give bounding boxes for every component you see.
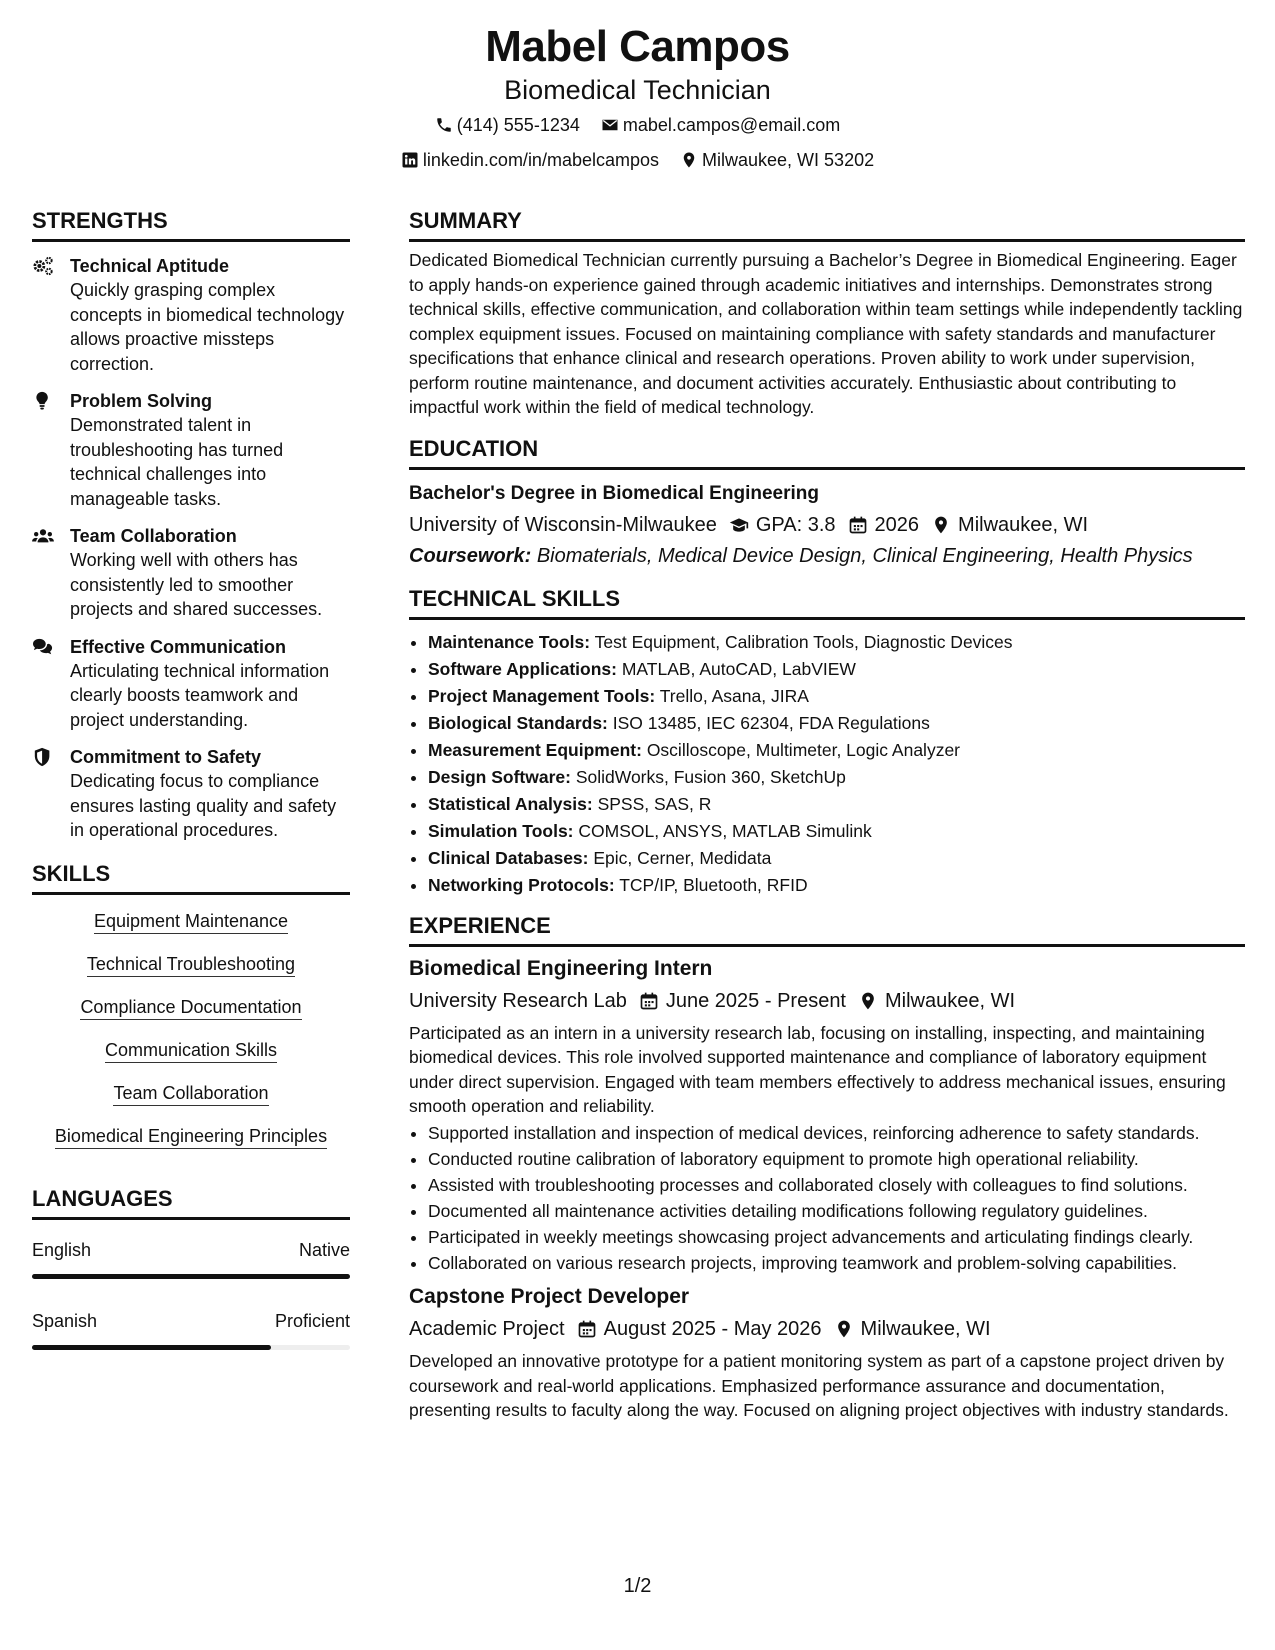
job-description: Participated as an intern in a university research lab, focusing on installing, inspecting, and maintaining biomedical devices. This role involved supported maintenance and compliance of laboratory equipment under direct supervision. Engaged with team members effectively to address mechanical issues, ensuring smooth operation and reliability. bbox=[409, 1022, 1226, 1116]
job-title: Biomedical Engineering Intern bbox=[409, 956, 713, 980]
job-title: Capstone Project Developer bbox=[409, 1285, 690, 1308]
technical-skill-item bbox=[428, 872, 1245, 899]
tech-skill-value: Trello, Asana, JIRA bbox=[659, 685, 809, 706]
phone-text: (414) 555-1234 bbox=[456, 115, 580, 135]
strength-item bbox=[32, 389, 350, 511]
candidate-name: Mabel Campos bbox=[485, 22, 790, 71]
technical-skill-item bbox=[428, 629, 1245, 656]
lightbulb-icon bbox=[32, 389, 70, 511]
strength-title: Problem Solving bbox=[70, 391, 213, 411]
contact-phone[interactable] bbox=[435, 113, 580, 137]
users-icon bbox=[32, 524, 70, 622]
language-bar bbox=[32, 1274, 350, 1279]
job-bullets bbox=[409, 1121, 1245, 1276]
language-name: Spanish bbox=[32, 1310, 98, 1331]
skill-item bbox=[32, 995, 350, 1019]
language-bar bbox=[32, 1345, 350, 1350]
tech-skill-label: Clinical Databases: bbox=[428, 847, 589, 868]
language-item bbox=[32, 1309, 350, 1350]
technical-skill-item bbox=[428, 737, 1245, 764]
tech-skill-label: Design Software: bbox=[428, 766, 571, 787]
contact-linkedin[interactable] bbox=[401, 148, 659, 172]
skill-label: Communication Skills bbox=[105, 1040, 277, 1063]
strength-desc: Dedicating focus to compliance ensures lasting quality and safety in operational procedures. bbox=[70, 771, 337, 840]
job-bullet: • Supported installation and inspection of medical devices, reinforcing adherence to safety standards. bbox=[428, 1121, 1245, 1146]
strength-item bbox=[32, 745, 350, 843]
job-location: Milwaukee, WI bbox=[885, 989, 1016, 1012]
tech-skill-label: Simulation Tools: bbox=[428, 820, 574, 841]
language-name: English bbox=[32, 1239, 92, 1260]
technical-skill-item bbox=[428, 791, 1245, 818]
technical-skill-item bbox=[428, 710, 1245, 737]
school-name: University of Wisconsin-Milwaukee bbox=[409, 513, 717, 536]
skill-label: Equipment Maintenance bbox=[94, 911, 288, 934]
strength-item bbox=[32, 524, 350, 622]
candidate-title: Biomedical Technician bbox=[504, 75, 771, 105]
left-column bbox=[32, 206, 350, 1380]
shield-icon bbox=[32, 745, 70, 843]
job-bullet: • Conducted routine calibration of laboratory equipment to promote high operational reliability. bbox=[428, 1147, 1245, 1172]
linkedin-icon bbox=[401, 151, 419, 169]
tech-skill-value: COMSOL, ANSYS, MATLAB Simulink bbox=[578, 820, 872, 841]
strength-title: Team Collaboration bbox=[70, 526, 237, 546]
tech-skill-value: ISO 13485, IEC 62304, FDA Regulations bbox=[612, 712, 930, 733]
language-bar-fill bbox=[32, 1345, 271, 1350]
coursework-label: Coursework: bbox=[409, 544, 532, 567]
graduation-year: 2026 bbox=[874, 513, 920, 536]
contact-location bbox=[680, 148, 874, 172]
job-entry bbox=[409, 955, 1245, 1276]
strength-item bbox=[32, 635, 350, 733]
map-pin-icon bbox=[834, 1319, 854, 1339]
job-description: Developed an innovative prototype for a patient monitoring system as part of a capstone project driven by coursework and real-world applications. Emphasized performance assurance and documentation, presenting results to faculty along the way. Focused on aligning project objectives with industry standards. bbox=[409, 1351, 1229, 1420]
school-location: Milwaukee, WI bbox=[958, 513, 1089, 536]
tech-skill-label: Statistical Analysis: bbox=[428, 793, 593, 814]
map-pin-icon bbox=[931, 515, 951, 535]
envelope-icon bbox=[601, 116, 619, 134]
tech-skill-label: Project Management Tools: bbox=[428, 685, 656, 706]
job-dates: June 2025 - Present bbox=[665, 989, 846, 1012]
job-dates: August 2025 - May 2026 bbox=[603, 1318, 822, 1340]
summary-text: Dedicated Biomedical Technician currently pursuing a Bachelor’s Degree in Biomedical Engineering. Eager to apply hands-on experience gained through academic initiatives and internships. Demonstrates strong technical skills, effective communication, and collaboration within team settings while independently tackling complex equipment issues. Focused on maintaining compliance with safety standards and manufacturer specifications that enhance clinical and research operations. Proven ability to work under supervision, perform routine maintenance, and document activities accurately. Enthusiastic about contributing to impactful work within the field of medical technology. bbox=[409, 250, 1243, 417]
linkedin-text: linkedin.com/in/mabelcampos bbox=[422, 150, 659, 170]
language-level: Proficient bbox=[274, 1310, 350, 1331]
skill-item bbox=[32, 1081, 350, 1105]
language-item bbox=[32, 1238, 350, 1279]
education-meta bbox=[409, 511, 1245, 539]
technical-skills-list bbox=[409, 629, 1245, 899]
strength-desc: Demonstrated talent in troubleshooting has turned technical challenges into manageable tasks. bbox=[70, 415, 284, 509]
job-bullet: • Participated in weekly meetings showcasing project advancements and articulating findings clearly. bbox=[428, 1225, 1245, 1250]
tech-skill-value: SPSS, SAS, R bbox=[597, 793, 712, 814]
strength-desc: Articulating technical information clearly boosts teamwork and project understanding. bbox=[70, 660, 330, 730]
job-org: Academic Project bbox=[409, 1318, 565, 1340]
tech-skill-value: Test Equipment, Calibration Tools, Diagnostic Devices bbox=[594, 631, 1013, 652]
coursework-list: Biomaterials, Medical Device Design, Clinical Engineering, Health Physics bbox=[536, 544, 1193, 567]
location-text: Milwaukee, WI 53202 bbox=[702, 150, 875, 170]
job-org: University Research Lab bbox=[409, 989, 627, 1012]
languages-list bbox=[32, 1238, 350, 1350]
tech-skill-value: Epic, Cerner, Medidata bbox=[593, 847, 772, 868]
skills-heading: SKILLS bbox=[32, 859, 350, 895]
comments-icon bbox=[32, 635, 70, 733]
job-meta bbox=[409, 987, 1245, 1015]
map-pin-icon bbox=[680, 151, 698, 169]
skill-item bbox=[32, 909, 350, 933]
job-bullet: • Collaborated on various research projects, improving teamwork and problem-solving capabilities. bbox=[428, 1251, 1245, 1276]
tech-skill-label: Networking Protocols: bbox=[428, 874, 615, 895]
strength-desc: Quickly grasping complex concepts in biomedical technology allows proactive missteps correction. bbox=[70, 280, 345, 374]
gears-icon bbox=[32, 254, 70, 376]
education-heading: EDUCATION bbox=[409, 434, 1245, 470]
strength-item bbox=[32, 254, 350, 376]
technical-skill-item bbox=[428, 818, 1245, 845]
strength-title: Technical Aptitude bbox=[70, 256, 230, 276]
email-text: mabel.campos@email.com bbox=[622, 115, 841, 135]
calendar-icon bbox=[577, 1319, 597, 1339]
page-number: 1/2 bbox=[623, 1575, 652, 1597]
languages-heading: LANGUAGES bbox=[32, 1184, 350, 1220]
right-column bbox=[409, 206, 1245, 1423]
strength-title: Effective Communication bbox=[70, 636, 287, 657]
map-pin-icon bbox=[858, 991, 878, 1011]
gpa-text: GPA: 3.8 bbox=[755, 513, 836, 536]
resume-header bbox=[0, 20, 1275, 175]
skill-item bbox=[32, 1124, 350, 1148]
technical-skill-item bbox=[428, 683, 1245, 710]
tech-skill-label: Software Applications: bbox=[428, 658, 617, 679]
tech-skill-value: Oscilloscope, Multimeter, Logic Analyzer bbox=[646, 739, 961, 760]
skill-label: Team Collaboration bbox=[113, 1083, 268, 1106]
job-bullet: • Assisted with troubleshooting processes and collaborated closely with colleagues to find solutions. bbox=[428, 1173, 1245, 1198]
coursework bbox=[409, 542, 1245, 570]
contact-row-1 bbox=[0, 113, 1275, 140]
language-bar-fill bbox=[32, 1274, 350, 1279]
skill-label: Compliance Documentation bbox=[80, 997, 301, 1020]
calendar-icon bbox=[848, 515, 868, 535]
job-entry bbox=[409, 1283, 1245, 1423]
skill-item bbox=[32, 952, 350, 976]
contact-email[interactable] bbox=[601, 113, 840, 137]
job-meta bbox=[409, 1315, 1245, 1343]
tech-skill-label: Maintenance Tools: bbox=[428, 631, 591, 652]
tech-skill-value: MATLAB, AutoCAD, LabVIEW bbox=[621, 658, 856, 679]
technical-skill-item bbox=[428, 845, 1245, 872]
strength-desc: Working well with others has consistently led to smoother projects and shared successes. bbox=[70, 550, 323, 619]
strengths-heading: STRENGTHS bbox=[32, 206, 350, 242]
tech-skill-value: SolidWorks, Fusion 360, SketchUp bbox=[575, 766, 846, 787]
phone-icon bbox=[435, 116, 453, 134]
technical-skills-heading: TECHNICAL SKILLS bbox=[409, 584, 1245, 620]
technical-skill-item bbox=[428, 764, 1245, 791]
contact-row-2 bbox=[0, 148, 1275, 175]
skill-item bbox=[32, 1038, 350, 1062]
technical-skill-item bbox=[428, 656, 1245, 683]
job-location: Milwaukee, WI bbox=[860, 1318, 991, 1340]
strength-title: Commitment to Safety bbox=[70, 747, 262, 767]
strengths-list bbox=[32, 254, 350, 843]
skill-label: Technical Troubleshooting bbox=[87, 954, 295, 977]
tech-skill-label: Biological Standards: bbox=[428, 712, 608, 733]
job-bullet: • Documented all maintenance activities detailing modifications following regulatory guidelines. bbox=[428, 1199, 1245, 1224]
skill-label: Biomedical Engineering Principles bbox=[55, 1126, 327, 1149]
tech-skill-value: TCP/IP, Bluetooth, RFID bbox=[619, 874, 808, 895]
language-level: Native bbox=[298, 1239, 350, 1260]
calendar-icon bbox=[639, 991, 659, 1011]
degree-title: Bachelor's Degree in Biomedical Engineering bbox=[409, 482, 819, 504]
skills-list bbox=[32, 909, 350, 1148]
summary-heading: SUMMARY bbox=[409, 206, 1245, 242]
experience-heading: EXPERIENCE bbox=[409, 911, 1245, 947]
tech-skill-label: Measurement Equipment: bbox=[428, 739, 642, 760]
graduation-cap-icon bbox=[729, 515, 749, 535]
